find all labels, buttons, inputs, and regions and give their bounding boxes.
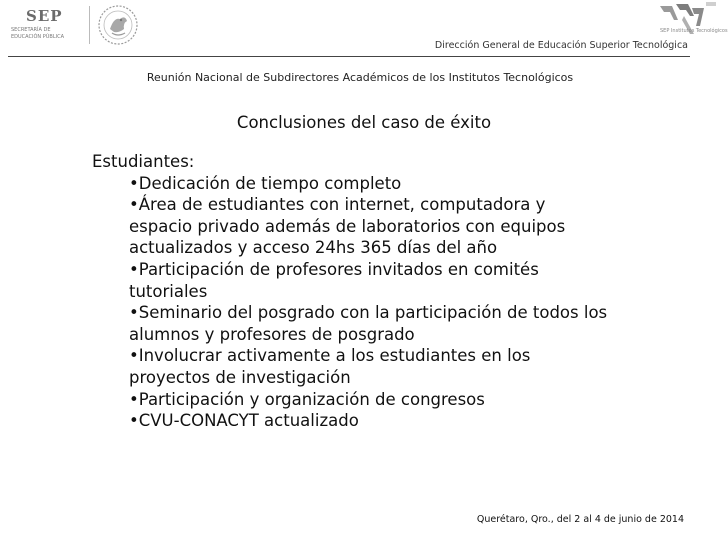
slide-title: Conclusiones del caso de éxito bbox=[236, 113, 492, 132]
slide-body bbox=[92, 151, 612, 432]
right-logo-text bbox=[660, 28, 728, 34]
bullet-item: •CVU-CONACYT actualizado bbox=[129, 411, 359, 431]
sep-logo-subtitle-line1: SECRETARÍA DE bbox=[11, 27, 51, 33]
section-heading: Estudiantes: bbox=[92, 152, 195, 171]
sep-logo-subtitle-line2: EDUCACIÓN PÚBLICA bbox=[11, 34, 65, 40]
sep-logo bbox=[8, 4, 80, 44]
bullet-item: •Participación de profesores invitados en comités tutoriales bbox=[129, 259, 539, 301]
logo-divider bbox=[89, 6, 90, 44]
meeting-name: Reunión Nacional de Subdirectores Académicos de los Institutos Tecnológicos bbox=[146, 71, 574, 84]
header-divider bbox=[8, 56, 690, 57]
bullet-item: •Dedicación de tiempo completo bbox=[129, 173, 402, 193]
sep-logo-subtitle bbox=[11, 27, 64, 41]
bullet-item: •Involucrar activamente a los estudiantes en los proyectos de investigación bbox=[129, 346, 531, 387]
right-logo-subtitle: Institutos Tecnológicos bbox=[670, 28, 728, 34]
right-logo-name: SEP bbox=[660, 28, 670, 34]
footer-location-date: Querétaro, Qro., del 2 al 4 de junio de 2014 bbox=[476, 514, 684, 525]
organization-name: Dirección General de Educación Superior Tecnológica bbox=[434, 40, 688, 51]
bullet-item: •Participación y organización de congresos bbox=[129, 389, 485, 409]
sep-logo-text: SEP bbox=[26, 7, 63, 25]
bullet-item: •Área de estudiantes con internet, computadora y espacio privado además de laboratorios con equipos actualizados y acceso 24hs 365 días del año bbox=[129, 195, 566, 258]
bullet-list bbox=[92, 173, 612, 432]
bullet-item: •Seminario del posgrado con la participación de todos los alumnos y profesores de posgrado bbox=[129, 303, 608, 344]
